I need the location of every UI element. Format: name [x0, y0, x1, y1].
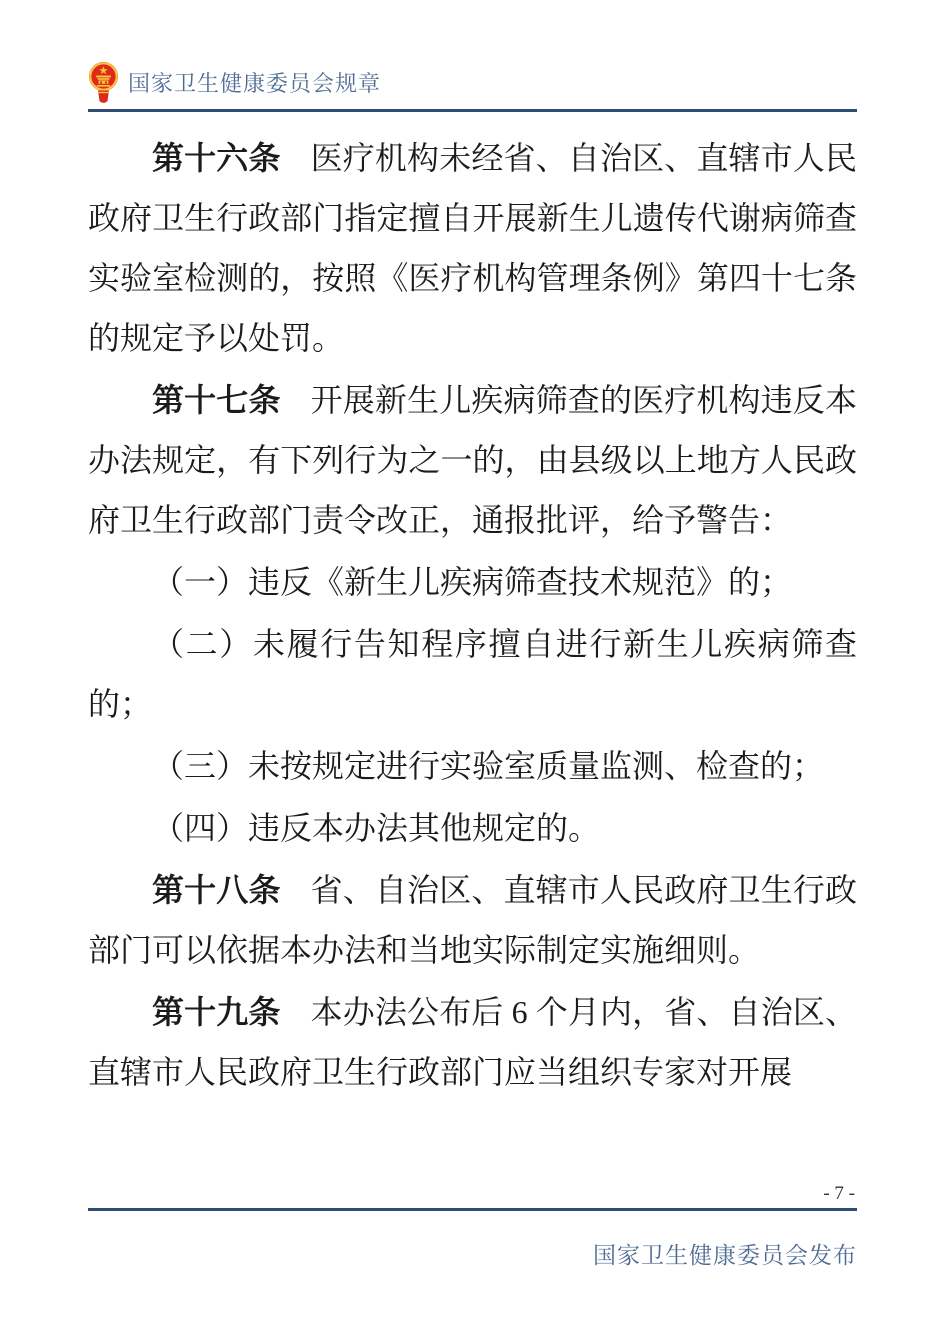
paragraph-text: 省、自治区、直辖市人民政府卫生行政部门可以依据本办法和当地实际制定实施细则。	[88, 872, 857, 968]
publisher-label: 国家卫生健康委员会发布	[593, 1243, 857, 1268]
paragraph-text: 本办法公布后 6 个月内，省、自治区、直辖市人民政府卫生行政部门应当组织专家对开展	[88, 994, 857, 1090]
header-row	[88, 60, 857, 104]
national-emblem-icon	[88, 60, 119, 104]
footer-divider	[88, 1208, 857, 1211]
article-number: 第十六条	[152, 140, 281, 176]
header-title: 国家卫生健康委员会规章	[128, 70, 382, 96]
page-header	[88, 60, 857, 112]
body-paragraph	[88, 614, 857, 734]
paragraph-text: （二）未履行告知程序擅自进行新生儿疾病筛查的；	[88, 626, 857, 722]
paragraph-text: （三）未按规定进行实验室质量监测、检查的；	[152, 748, 825, 784]
body-paragraph	[88, 982, 857, 1102]
document-body	[88, 126, 857, 1104]
article-number: 第十七条	[152, 382, 281, 418]
header-divider	[88, 109, 857, 112]
paragraph-text: （一）违反《新生儿疾病筛查技术规范》的；	[152, 564, 793, 600]
paragraph-text: （四）违反本办法其他规定的。	[152, 810, 601, 846]
body-paragraph	[88, 370, 857, 550]
page-number: - 7 -	[823, 1183, 855, 1204]
body-paragraph	[88, 128, 857, 368]
paragraph-text: 医疗机构未经省、自治区、直辖市人民政府卫生行政部门指定擅自开展新生儿遗传代谢病筛查实验室检测的，按照《医疗机构管理条例》第四十七条的规定予以处罚。	[88, 140, 857, 356]
paragraph-text: 开展新生儿疾病筛查的医疗机构违反本办法规定，有下列行为之一的，由县级以上地方人民政府卫生行政部门责令改正，通报批评，给予警告：	[88, 382, 857, 538]
body-paragraph	[88, 552, 857, 612]
article-number: 第十八条	[152, 872, 281, 908]
article-number: 第十九条	[152, 994, 281, 1030]
page-footer	[88, 1183, 857, 1270]
body-paragraph	[88, 798, 857, 858]
body-paragraph	[88, 860, 857, 980]
body-paragraph	[88, 736, 857, 796]
